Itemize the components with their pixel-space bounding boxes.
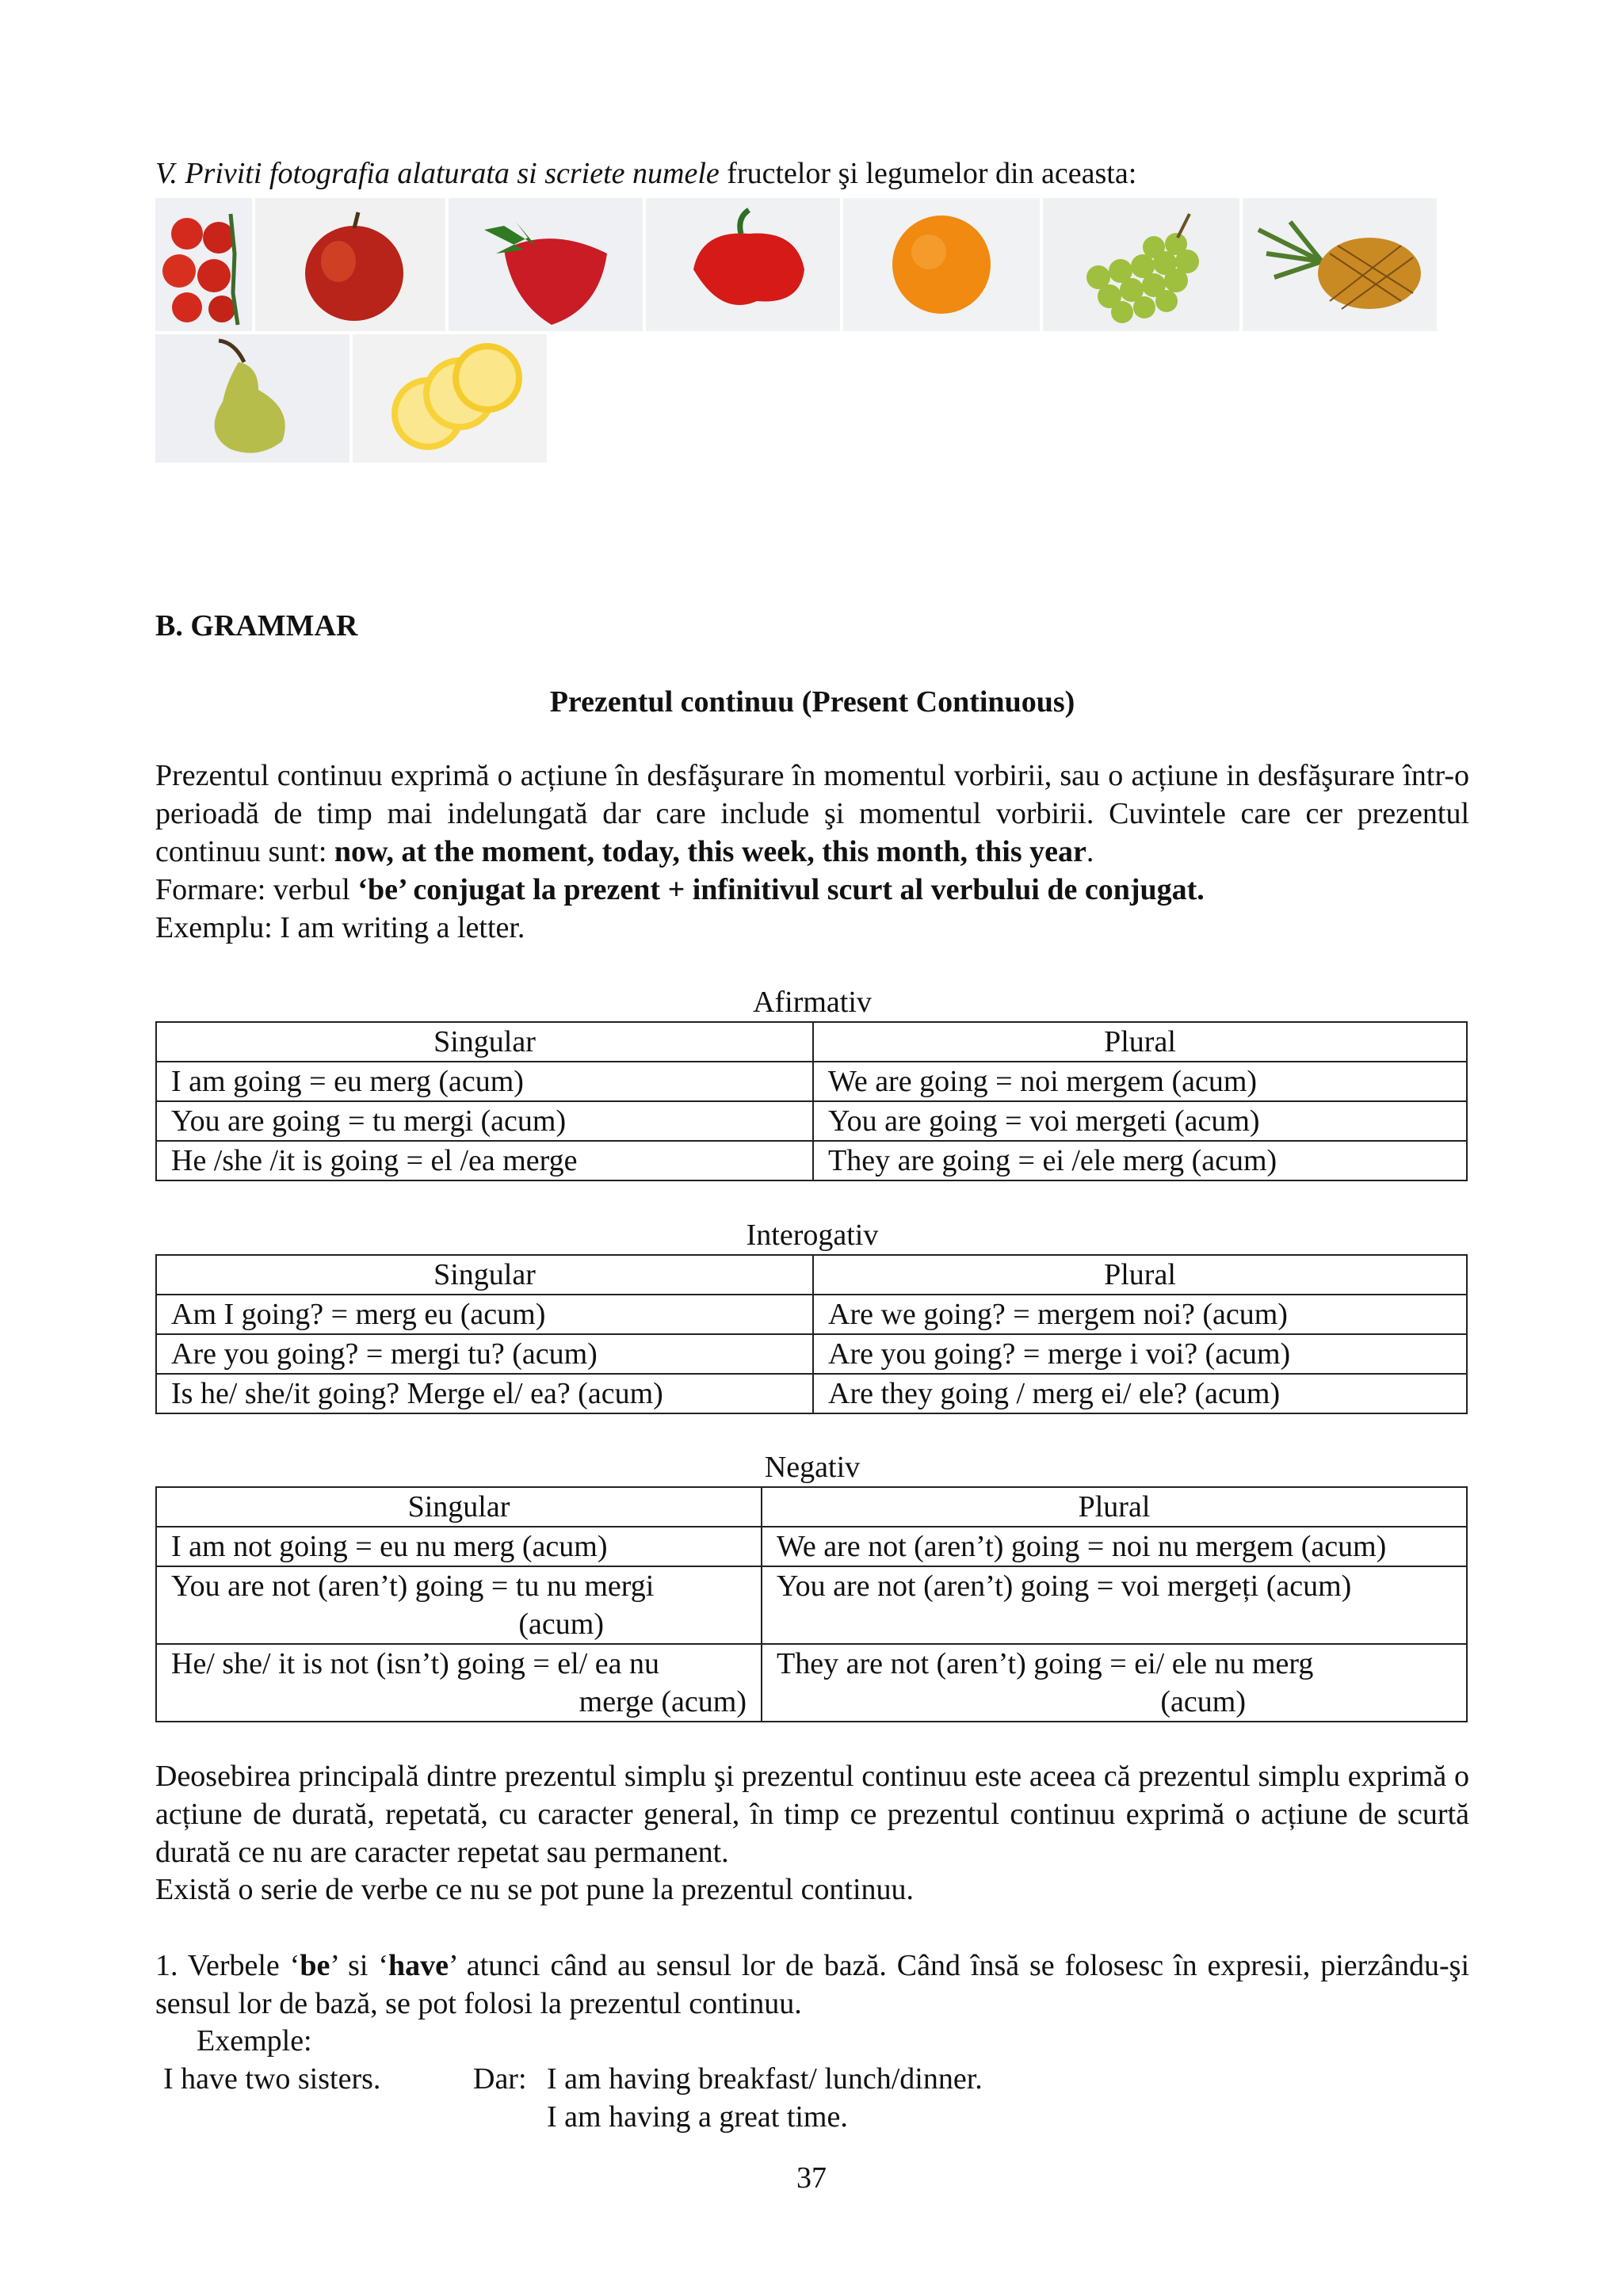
exercise-instruction-italic: V. Priviti fotografia alaturata si scriete numele [155,157,720,190]
exception-note: Există o serie de verbe ce nu se pot pune la prezentul continuu. [155,1873,915,1906]
pineapple-photo [1243,198,1437,331]
apple-photo [255,198,445,331]
header-singular: Singular [156,1255,813,1295]
pear-photo [155,334,349,463]
example-left: I have two sisters. [163,2062,381,2096]
examples-label: Exemple: [197,2024,312,2058]
example-right-2: I am having a great time. [547,2100,848,2134]
affirmative-caption: Afirmativ [753,986,872,1019]
header-plural: Plural [813,1255,1467,1295]
intro-paragraph: Prezentul continuu exprimă o acțiune în desfăşurare în momentul vorbirii, sau o acțiune in desfăşurare într-o perioadă de timp mai indelungată dar care include şi momentul vorbirii. Cuvintele care cer prezentul continuu sunt: now, at the moment, today, this week, this month, this year. Formare: verbul ‘be’ conjugat la prezent + infinitivul scurt al verbului de conjugat. Exemplu: I am writing a letter. [155,759,1469,944]
grapes-photo [1043,198,1239,331]
orange-photo [843,198,1040,331]
affirmative-table [155,1021,1468,1181]
difference-paragraph: Deosebirea principală dintre prezentul simplu şi prezentul continuu este aceea că prezentul simplu exprimă o acțiune de durată, repetată, cu caracter general, în timp ce prezentul continuu exprimă o acțiune de scurtă durată ce nu are caracter repetat sau permanent. [155,1760,1469,1869]
page-number: 37 [796,2161,827,2195]
lemon-slices-photo [353,334,547,463]
rule-one-paragraph: 1. Verbele ‘be’ si ‘have’ atunci când au sensul lor de bază. Când însă se folosesc în expresii, pierzându-şi sensul lor de bază, se pot folosi la prezentul continuu. [155,1949,1470,2020]
interrogative-caption: Interogativ [746,1219,879,1252]
table-row: He/ she/ it is not (isn’t) going = el/ ea nu merge (acum) They are not (aren’t) going = ei/ ele nu merg (acum) [156,1644,1467,1722]
table-row: He /she /it is going = el /ea merge They are going = ei /ele merg (acum) [156,1141,1467,1180]
section-title: Prezentul continuu (Present Continuous) [549,685,1075,719]
header-singular: Singular [156,1487,762,1527]
keywords: now, at the moment, today, this week, this month, this year [334,835,1086,868]
interrogative-table [155,1254,1468,1414]
exercise-instruction-plain: fructelor şi legumelor din aceasta: [719,157,1137,190]
header-plural: Plural [762,1487,1467,1527]
example-right-1: I am having breakfast/ lunch/dinner. [547,2062,983,2096]
negative-table [155,1486,1468,1722]
table-row: You are not (aren’t) going = tu nu mergi (acum) You are not (aren’t) going = voi mergeți (acum) [156,1566,1467,1644]
header-singular: Singular [156,1022,813,1062]
negative-caption: Negativ [764,1451,861,1484]
example-sentence: Exemplu: I am writing a letter. [155,911,525,944]
tomatoes-photo [155,198,252,331]
formation-rule: ‘be’ conjugat la prezent + infinitivul scurt al verbului de conjugat. [357,873,1205,906]
formation-label: Formare: verbul [155,873,358,906]
table-row: You are going = tu mergi (acum) You are going = voi mergeti (acum) [156,1101,1467,1141]
table-row: Is he/ she/it going? Merge el/ ea? (acum) Are they going / merg ei/ ele? (acum) [156,1374,1467,1413]
dar-label: Dar: [473,2062,527,2096]
strawberry-photo [449,198,643,331]
red-pepper-photo [646,198,840,331]
exercise-instruction [155,154,1469,193]
table-row: Are you going? = mergi tu? (acum) Are you going? = merge i voi? (acum) [156,1334,1467,1374]
section-heading: B. GRAMMAR [155,609,358,643]
table-row: I am not going = eu nu merg (acum) We are not (aren’t) going = noi nu mergem (acum) [156,1527,1467,1566]
table-row: Am I going? = merg eu (acum) Are we going? = mergem noi? (acum) [156,1295,1467,1334]
table-row: I am going = eu merg (acum) We are going = noi mergem (acum) [156,1062,1467,1101]
header-plural: Plural [813,1022,1467,1062]
